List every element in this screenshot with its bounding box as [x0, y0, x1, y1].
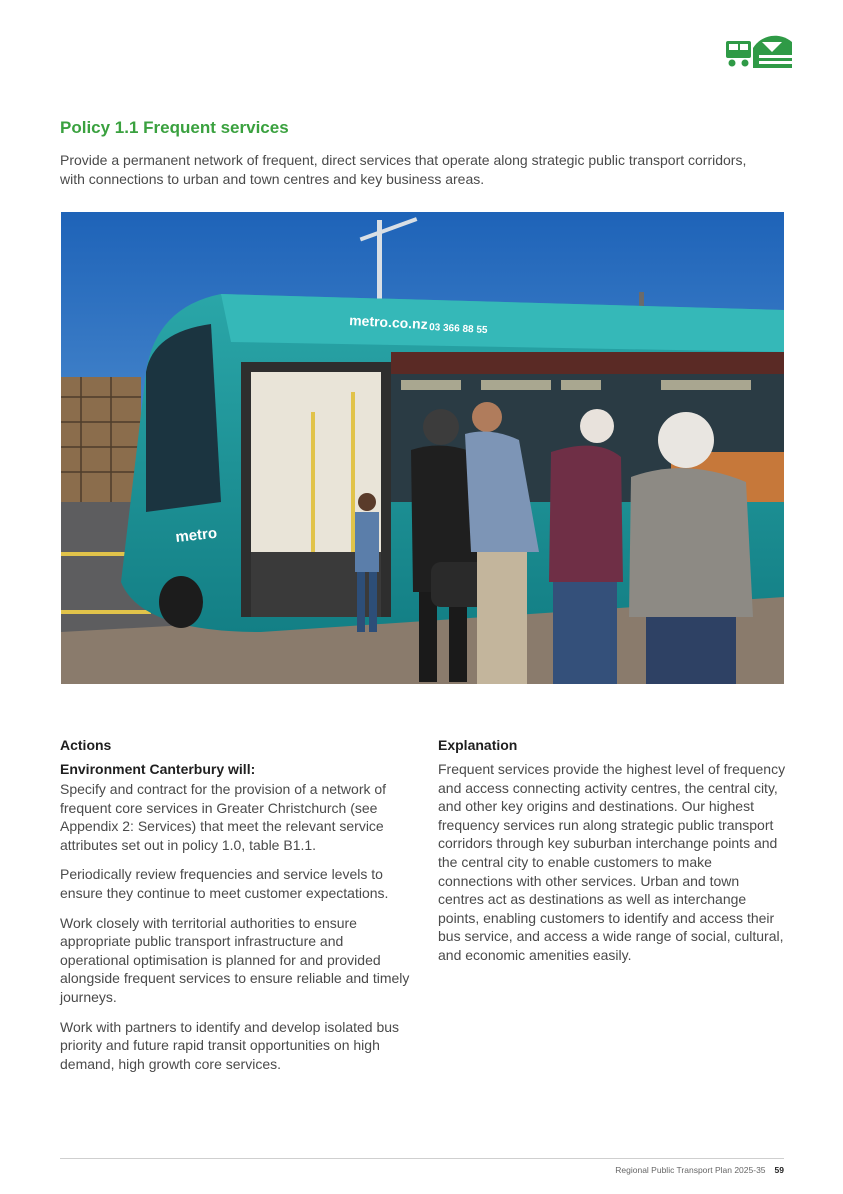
footer-divider — [60, 1158, 784, 1159]
explanation-section — [438, 736, 788, 976]
bus-website-text: metro.co.nz — [348, 312, 429, 333]
policy-intro: Provide a permanent network of frequent, direct services that operate along strategic public transport corridors, with connections to urban and town centres and key business areas. — [60, 152, 747, 187]
bus-stop-logo-icon — [726, 26, 792, 68]
page-title: Policy 1.1 Frequent services — [60, 118, 289, 137]
explanation-heading: Explanation — [438, 737, 518, 753]
actions-subheading: Environment Canterbury will: — [60, 761, 256, 777]
footer — [615, 1165, 784, 1175]
actions-heading: Actions — [60, 737, 112, 753]
action-paragraph: Work with partners to identify and develop isolated bus priority and future rapid transit opportunities on high demand, high growth core services. — [60, 1018, 400, 1072]
page-number: 59 — [774, 1165, 784, 1175]
actions-section — [60, 736, 410, 1084]
bus-phone-text: 03 366 88 55 — [428, 322, 488, 337]
bus-photo — [61, 212, 784, 684]
explanation-text: Frequent services provide the highest level of frequency and access connecting activity centres, the central city, and other key origins and destinations. Our highest frequency services run along strategic public transport corridors through key suburban interchange points and the central city to enable customers to make connections with other services. Urban and town centres act as destinations as well as interchange points, enabling customers to identify and access their bus service, and access a wide range of social, cultural, and economic amenities easily. — [438, 761, 786, 963]
footer-doc-title: Regional Public Transport Plan 2025-35 — [615, 1165, 766, 1175]
bus-brand-text: metro — [174, 524, 218, 546]
action-paragraph: Work closely with territorial authorities to ensure appropriate public transport infrastructure and operational optimisation is planned for and provided alongside frequent services to ensure reliable and timely journeys. — [60, 914, 410, 1005]
action-paragraph: Periodically review frequencies and service levels to ensure they continue to meet customer expectations. — [60, 866, 389, 901]
action-paragraph: Specify and contract for the provision of a network of frequent core services in Greater Christchurch (see Appendix 2: Services) that meet the relevant service attributes set out in policy 1.0, table B1.1. — [60, 781, 387, 853]
